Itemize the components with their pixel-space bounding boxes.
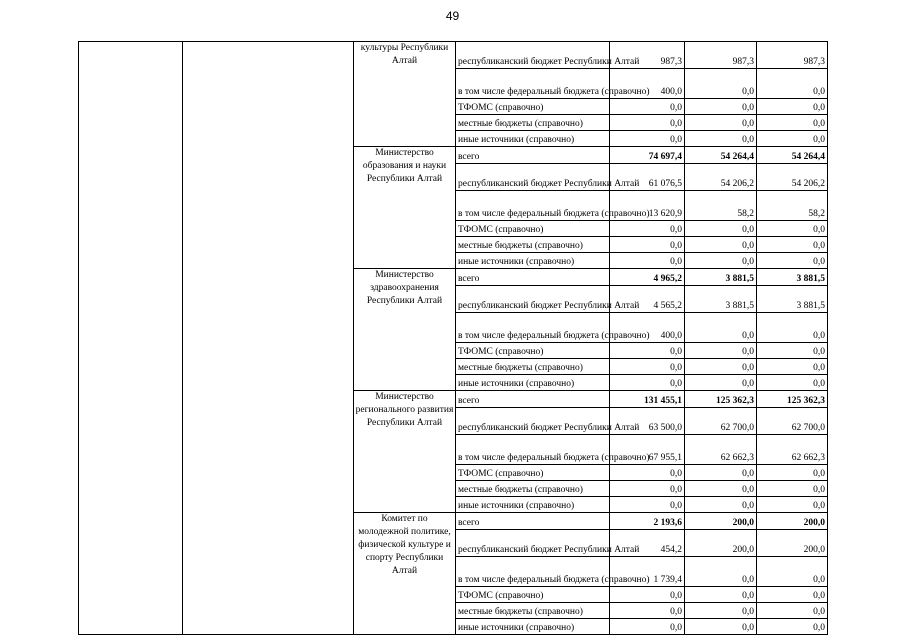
- amount-year-3: 0,0: [757, 69, 828, 99]
- table-row: [79, 42, 828, 69]
- amount-year-3: 0,0: [757, 481, 828, 497]
- amount-year-1: 0,0: [610, 131, 685, 147]
- funding-source: республиканский бюджет Республики Алтай: [456, 164, 610, 191]
- funding-source: ТФОМС (справочно): [456, 343, 610, 359]
- amount-year-2: 0,0: [685, 359, 757, 375]
- amount-year-2: 0,0: [685, 237, 757, 253]
- amount-year-3: 0,0: [757, 221, 828, 237]
- amount-year-3: 3 881,5: [757, 286, 828, 313]
- funding-source: в том числе федеральный бюджета (справочно): [456, 557, 610, 587]
- funding-source: всего: [456, 269, 610, 286]
- funding-source: в том числе федеральный бюджета (справочно): [456, 69, 610, 99]
- amount-year-2: 0,0: [685, 557, 757, 587]
- amount-year-2: 125 362,3: [685, 391, 757, 408]
- amount-year-3: 54 206,2: [757, 164, 828, 191]
- empty-column-1: [79, 42, 183, 635]
- amount-year-2: 62 700,0: [685, 408, 757, 435]
- amount-year-3: 0,0: [757, 253, 828, 269]
- amount-year-1: 400,0: [610, 313, 685, 343]
- amount-year-2: 0,0: [685, 115, 757, 131]
- amount-year-1: 0,0: [610, 99, 685, 115]
- amount-year-2: 0,0: [685, 603, 757, 619]
- budget-table-wrapper: [78, 41, 828, 635]
- empty-column-2: [183, 42, 354, 635]
- amount-year-2: 0,0: [685, 99, 757, 115]
- funding-source: в том числе федеральный бюджета (справочно): [456, 313, 610, 343]
- amount-year-3: 0,0: [757, 313, 828, 343]
- funding-source: ТФОМС (справочно): [456, 221, 610, 237]
- funding-source: всего: [456, 391, 610, 408]
- amount-year-3: 62 700,0: [757, 408, 828, 435]
- amount-year-1: 0,0: [610, 603, 685, 619]
- amount-year-1: 454,2: [610, 530, 685, 557]
- responsible-organization: культуры Республики Алтай: [354, 42, 456, 147]
- amount-year-2: 200,0: [685, 530, 757, 557]
- amount-year-2: 54 264,4: [685, 147, 757, 164]
- amount-year-2: 0,0: [685, 619, 757, 635]
- funding-source: всего: [456, 513, 610, 530]
- amount-year-2: 54 206,2: [685, 164, 757, 191]
- amount-year-1: 0,0: [610, 375, 685, 391]
- funding-source: местные бюджеты (справочно): [456, 115, 610, 131]
- amount-year-1: 61 076,5: [610, 164, 685, 191]
- amount-year-3: 200,0: [757, 530, 828, 557]
- budget-table: [78, 41, 828, 635]
- amount-year-2: 0,0: [685, 131, 757, 147]
- amount-year-2: 0,0: [685, 221, 757, 237]
- amount-year-1: 63 500,0: [610, 408, 685, 435]
- responsible-organization: Министерство регионального развития Республики Алтай: [354, 391, 456, 513]
- responsible-organization: Министерство здравоохранения Республики Алтай: [354, 269, 456, 391]
- amount-year-3: 0,0: [757, 359, 828, 375]
- funding-source: в том числе федеральный бюджета (справочно): [456, 435, 610, 465]
- amount-year-2: 0,0: [685, 587, 757, 603]
- amount-year-2: 200,0: [685, 513, 757, 530]
- amount-year-1: 400,0: [610, 69, 685, 99]
- amount-year-3: 0,0: [757, 375, 828, 391]
- funding-source: республиканский бюджет Республики Алтай: [456, 286, 610, 313]
- amount-year-3: 0,0: [757, 587, 828, 603]
- funding-source: в том числе федеральный бюджета (справочно): [456, 191, 610, 221]
- page-number: 49: [445, 9, 460, 23]
- amount-year-1: 0,0: [610, 497, 685, 513]
- funding-source: республиканский бюджет Республики Алтай: [456, 530, 610, 557]
- amount-year-3: 0,0: [757, 115, 828, 131]
- amount-year-1: 74 697,4: [610, 147, 685, 164]
- amount-year-3: 0,0: [757, 131, 828, 147]
- amount-year-3: 0,0: [757, 603, 828, 619]
- amount-year-2: 58,2: [685, 191, 757, 221]
- funding-source: местные бюджеты (справочно): [456, 237, 610, 253]
- amount-year-2: 3 881,5: [685, 269, 757, 286]
- amount-year-1: 0,0: [610, 253, 685, 269]
- amount-year-1: 0,0: [610, 221, 685, 237]
- amount-year-2: 0,0: [685, 253, 757, 269]
- amount-year-2: 0,0: [685, 343, 757, 359]
- amount-year-3: 0,0: [757, 619, 828, 635]
- funding-source: всего: [456, 147, 610, 164]
- amount-year-3: 987,3: [757, 42, 828, 69]
- amount-year-3: 62 662,3: [757, 435, 828, 465]
- amount-year-1: 0,0: [610, 343, 685, 359]
- responsible-organization: Министерство образования и науки Республики Алтай: [354, 147, 456, 269]
- amount-year-1: 0,0: [610, 359, 685, 375]
- amount-year-1: 131 455,1: [610, 391, 685, 408]
- amount-year-3: 0,0: [757, 557, 828, 587]
- amount-year-3: 54 264,4: [757, 147, 828, 164]
- amount-year-1: 1 739,4: [610, 557, 685, 587]
- amount-year-2: 62 662,3: [685, 435, 757, 465]
- amount-year-2: 0,0: [685, 465, 757, 481]
- amount-year-2: 3 881,5: [685, 286, 757, 313]
- amount-year-1: 13 620,9: [610, 191, 685, 221]
- amount-year-1: 0,0: [610, 619, 685, 635]
- amount-year-2: 0,0: [685, 497, 757, 513]
- amount-year-1: 0,0: [610, 237, 685, 253]
- amount-year-1: 67 955,1: [610, 435, 685, 465]
- amount-year-3: 0,0: [757, 465, 828, 481]
- amount-year-2: 0,0: [685, 313, 757, 343]
- funding-source: местные бюджеты (справочно): [456, 359, 610, 375]
- amount-year-3: 58,2: [757, 191, 828, 221]
- funding-source: ТФОМС (справочно): [456, 587, 610, 603]
- amount-year-2: 0,0: [685, 375, 757, 391]
- amount-year-1: 4 965,2: [610, 269, 685, 286]
- amount-year-1: 4 565,2: [610, 286, 685, 313]
- amount-year-1: 0,0: [610, 481, 685, 497]
- amount-year-1: 2 193,6: [610, 513, 685, 530]
- amount-year-3: 0,0: [757, 237, 828, 253]
- amount-year-1: 0,0: [610, 587, 685, 603]
- amount-year-2: 0,0: [685, 481, 757, 497]
- amount-year-3: 0,0: [757, 99, 828, 115]
- funding-source: республиканский бюджет Республики Алтай: [456, 42, 610, 69]
- funding-source: республиканский бюджет Республики Алтай: [456, 408, 610, 435]
- funding-source: иные источники (справочно): [456, 253, 610, 269]
- amount-year-1: 0,0: [610, 115, 685, 131]
- amount-year-1: 0,0: [610, 465, 685, 481]
- funding-source: иные источники (справочно): [456, 131, 610, 147]
- funding-source: иные источники (справочно): [456, 619, 610, 635]
- responsible-organization: Комитет по молодежной политике, физической культуре и спорту Республики Алтай: [354, 513, 456, 635]
- funding-source: ТФОМС (справочно): [456, 465, 610, 481]
- funding-source: местные бюджеты (справочно): [456, 603, 610, 619]
- amount-year-1: 987,3: [610, 42, 685, 69]
- funding-source: иные источники (справочно): [456, 497, 610, 513]
- amount-year-3: 3 881,5: [757, 269, 828, 286]
- budget-table-body: [79, 42, 828, 635]
- amount-year-2: 987,3: [685, 42, 757, 69]
- amount-year-3: 125 362,3: [757, 391, 828, 408]
- funding-source: местные бюджеты (справочно): [456, 481, 610, 497]
- amount-year-3: 0,0: [757, 343, 828, 359]
- amount-year-2: 0,0: [685, 69, 757, 99]
- funding-source: иные источники (справочно): [456, 375, 610, 391]
- amount-year-3: 200,0: [757, 513, 828, 530]
- funding-source: ТФОМС (справочно): [456, 99, 610, 115]
- amount-year-3: 0,0: [757, 497, 828, 513]
